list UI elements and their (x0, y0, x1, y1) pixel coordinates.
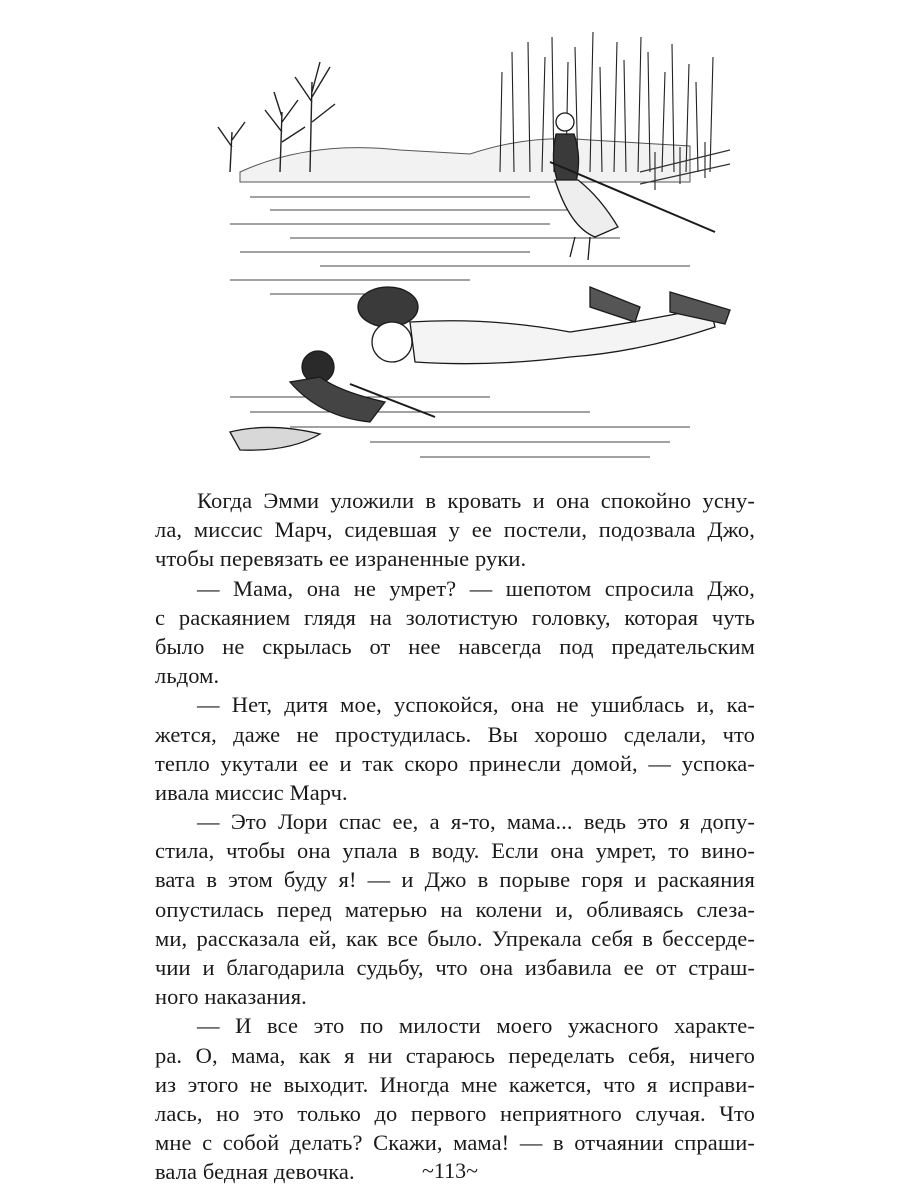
text-line: вала бедная девочка. (155, 1159, 355, 1185)
text-line: было не скрылась от нее навсегда под предательским (155, 633, 755, 659)
page-number: ~113~ (422, 1158, 478, 1183)
text-line: из этого не выходит. Иногда мне кажется, что я исправи- (155, 1071, 755, 1097)
body-text (155, 486, 755, 1187)
text-line: Когда Эмми уложили в кровать и она спокойно усну- (197, 488, 755, 513)
text-line: — Нет, дитя мое, успокойся, она не ушиблась и, ка- (197, 692, 755, 718)
text-line: тепло укутали ее и так скоро принесли домой, — успока- (155, 750, 755, 776)
text-line: — Это Лори спас ее, а я-то, мама... ведь это я допу- (197, 809, 755, 835)
text-line: ми, рассказала ей, как все было. Упрекала себя в бессерде- (155, 925, 755, 951)
text-line: — Мама, она не умрет? — шепотом спросила Джо, (197, 575, 755, 601)
text-line: чтобы перевязать ее израненные руки. (155, 546, 527, 572)
text-line: ивала миссис Марч. (155, 779, 348, 805)
text-line: опустилась перед матерью на колени и, обливаясь слеза- (155, 896, 755, 922)
text-line: с раскаянием глядя на золотистую головку, которая чуть (155, 604, 755, 630)
text-line: лась, но это только до первого неприятного случая. Что (155, 1100, 755, 1126)
text-line: жется, даже не простудилась. Вы хорошо сделали, что (155, 721, 755, 747)
text-line: мне с собой делать? Скажи, мама! — в отчаянии спраши- (155, 1130, 755, 1156)
text-line: ла, миссис Марч, сидевшая у ее постели, подозвала Джо, (155, 517, 755, 543)
text-line: льдом. (155, 663, 220, 689)
ice-rescue-illustration (170, 22, 735, 472)
text-line: чии и благодарила судьбу, что она избавила ее от страш- (155, 955, 755, 980)
text-line: вата в этом буду я! — и Джо в порыве горя и раскаяния (155, 867, 755, 893)
text-line: ра. О, мама, как я ни стараюсь переделать себя, ничего (155, 1042, 755, 1068)
text-line: стила, чтобы она упала в воду. Если она умрет, то вино- (155, 838, 755, 864)
text-line: ного наказания. (155, 984, 307, 1010)
text-line: — И все это по милости моего ужасного характе- (197, 1013, 755, 1039)
